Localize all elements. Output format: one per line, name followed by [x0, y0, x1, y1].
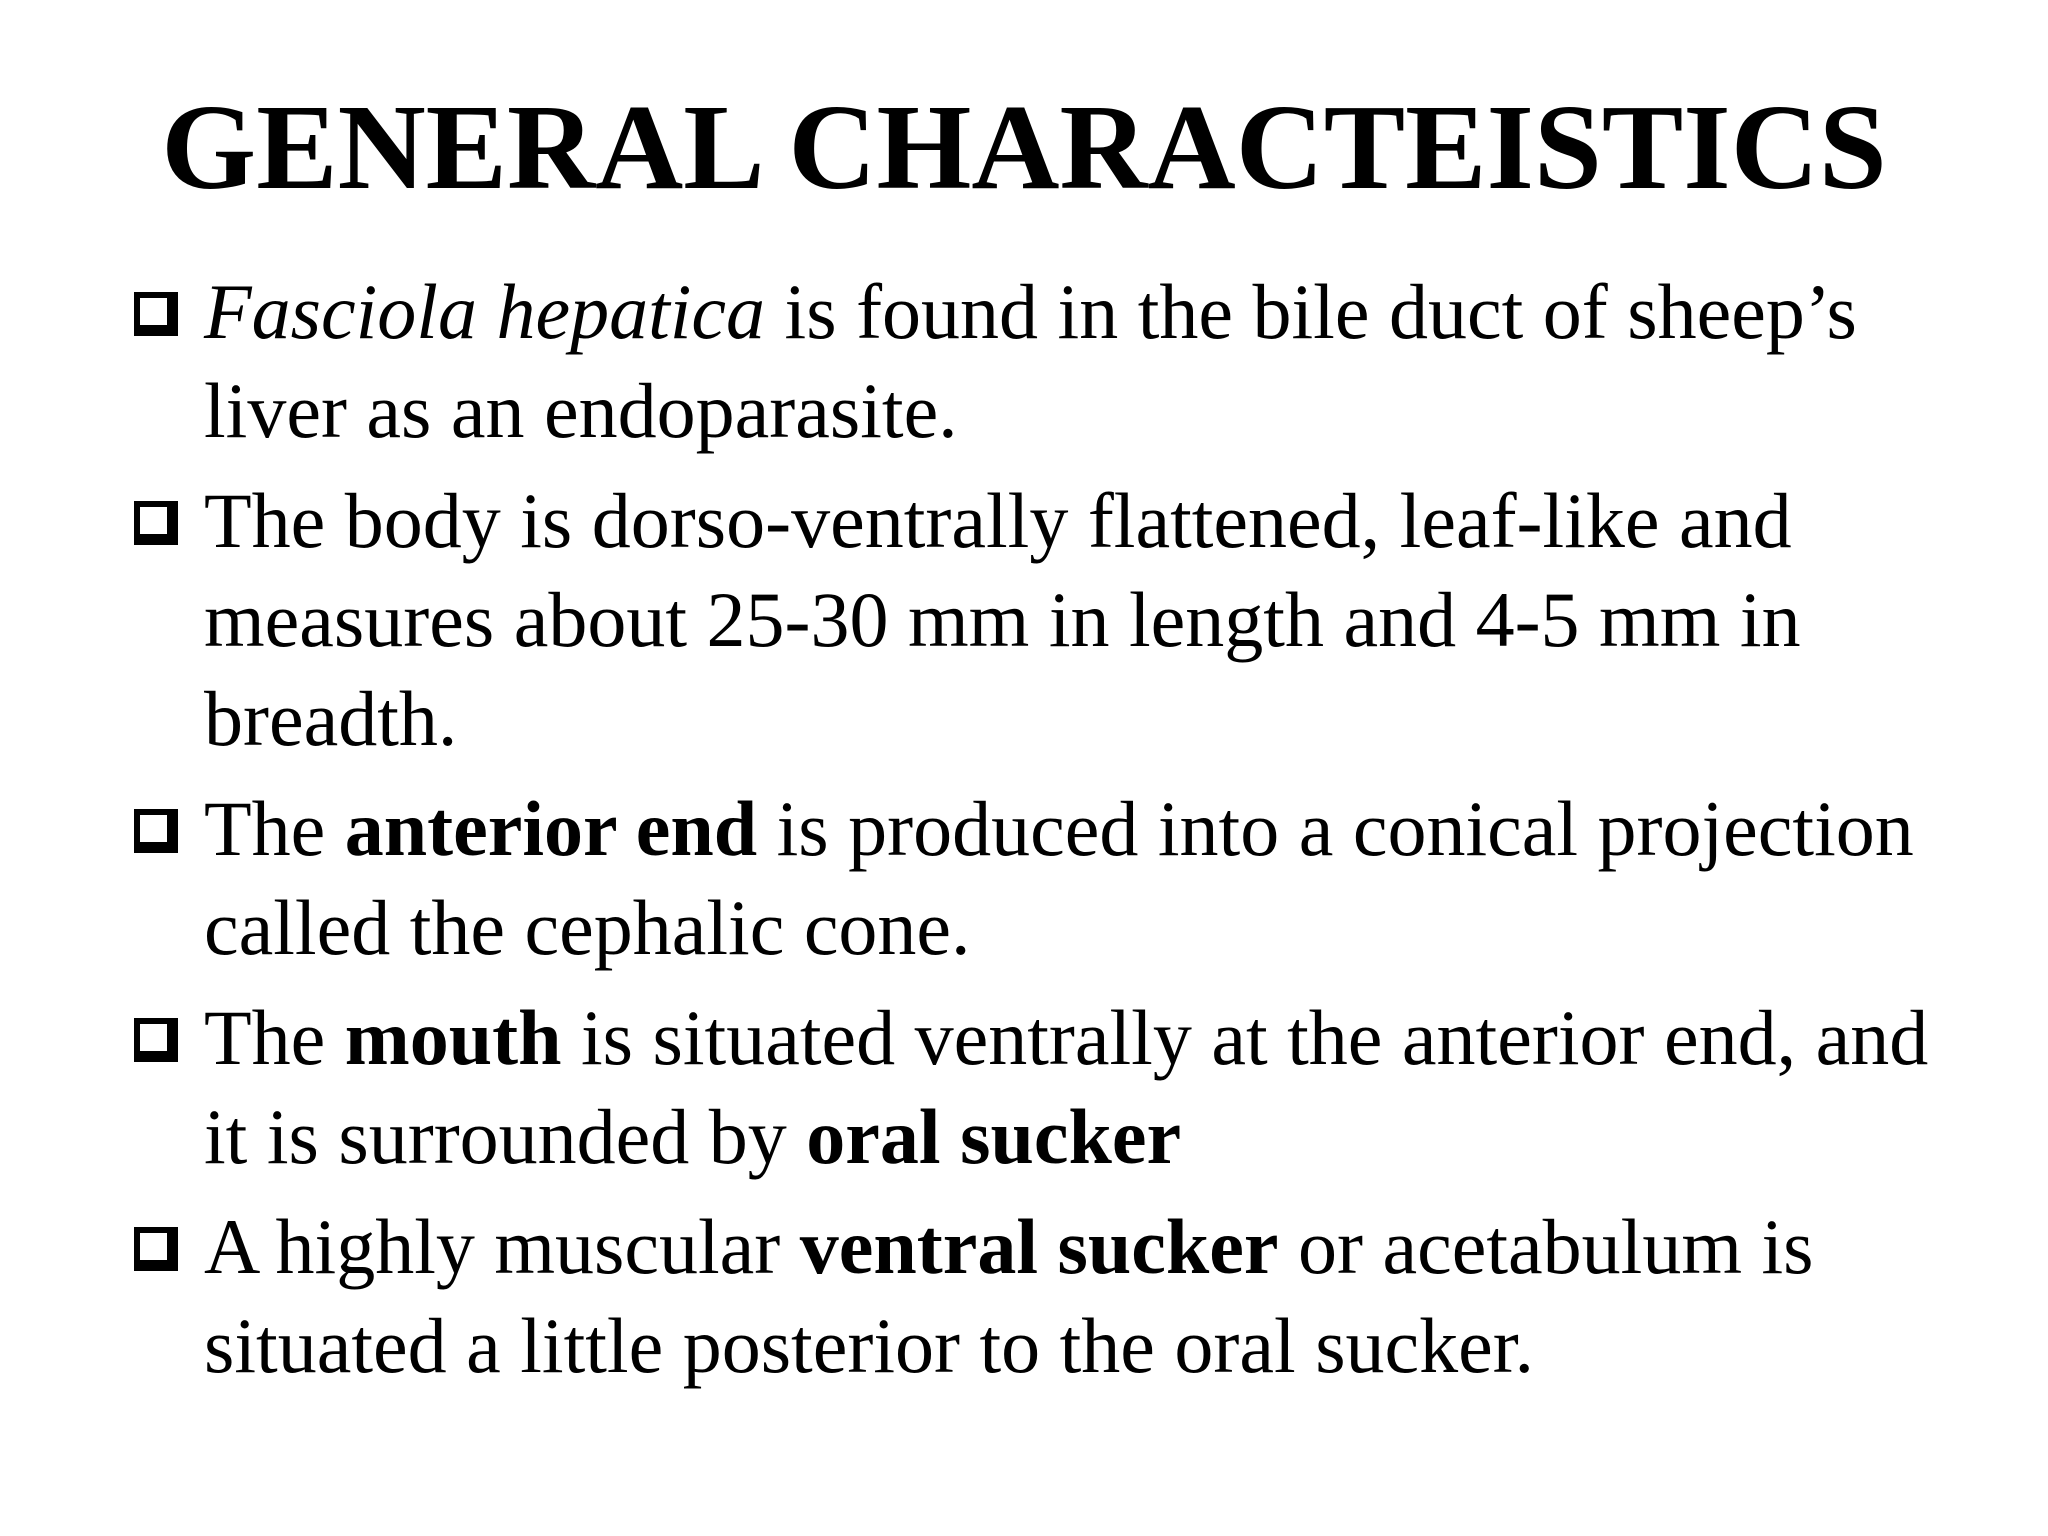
checkbox-square-icon	[134, 501, 178, 545]
bullet-item	[132, 779, 1932, 977]
checkbox-square-icon	[134, 1227, 178, 1271]
emphasis-term: ventral sucker	[799, 1203, 1279, 1290]
bullet-text: Fasciola hepatica is found in the bile duct of sheep’s liver as an endoparasite.	[204, 268, 1857, 454]
bullet-text: A highly muscular ventral sucker or acetabulum is situated a little posterior to the oral sucker.	[204, 1203, 1814, 1389]
checkbox-square-icon	[134, 1018, 178, 1062]
bullet-text: The mouth is situated ventrally at the anterior end, and it is surrounded by oral sucker	[204, 994, 1929, 1180]
emphasis-term: oral sucker	[806, 1093, 1182, 1180]
species-name: Fasciola hepatica	[204, 268, 766, 355]
bullet-item	[132, 471, 1932, 768]
emphasis-term: mouth	[344, 994, 562, 1081]
bullet-item	[132, 262, 1932, 460]
bullet-text: The anterior end is produced into a conical projection called the cephalic cone.	[204, 785, 1914, 971]
bullet-text: The body is dorso-ventrally flattened, leaf-like and measures about 25-30 mm in length and 4-5 mm in breadth.	[204, 477, 1801, 762]
emphasis-term: anterior end	[344, 785, 758, 872]
checkbox-square-icon	[134, 292, 178, 336]
bullet-item	[132, 1197, 1932, 1395]
bullet-list	[132, 262, 1932, 1406]
checkbox-square-icon	[134, 809, 178, 853]
slide-title: GENERAL CHARACTEISTICS	[161, 80, 1887, 215]
bullet-item	[132, 988, 1932, 1186]
